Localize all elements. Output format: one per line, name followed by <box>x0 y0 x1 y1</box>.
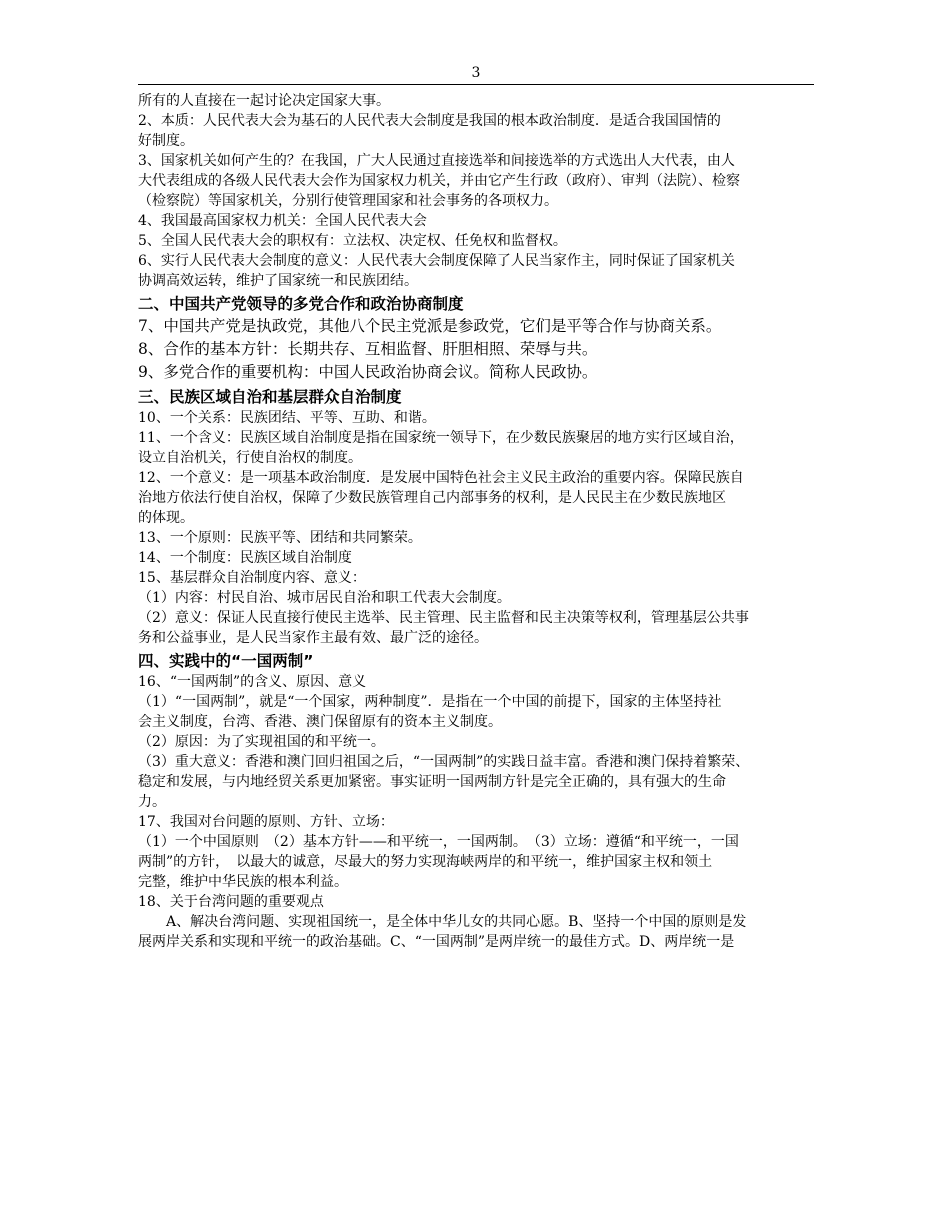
paragraph-line: 好制度。 <box>138 133 194 149</box>
paragraph-line: 完整，维护中华民族的根本利益。 <box>138 874 348 890</box>
paragraph-line: 会主义制度，台湾、香港、澳门保留原有的资本主义制度。 <box>138 714 502 730</box>
document-body <box>138 91 814 952</box>
section-heading: 三、民族区域自治和基层群众自治制度 <box>138 388 402 406</box>
paragraph-line: 16、“一国两制”的含义、原因、意义 <box>138 674 367 690</box>
paragraph-line: 9、多党合作的重要机构：中国人民政治协商会议。简称人民政协。 <box>138 363 598 381</box>
paragraph-line: A、解决台湾问题、实现祖国统一，是全体中华儿女的共同心愿。B、坚持一个中国的原则是发 <box>166 914 747 930</box>
page-number: 3 <box>471 65 481 81</box>
paragraph-line: 展两岸关系和实现和平统一的政治基础。C、“一国两制”是两岸统一的最佳方式。D、两岸统一是 <box>138 934 735 950</box>
header-rule <box>138 84 814 85</box>
paragraph-line: 14、一个制度：民族区域自治制度 <box>138 550 352 566</box>
paragraph-line: 13、一个原则：民族平等、团结和共同繁荣。 <box>138 530 422 546</box>
paragraph-line: （1）“一国两制”，就是“一个国家，两种制度”．是指在一个中国的前提下，国家的主体坚持社 <box>138 694 722 710</box>
paragraph-line: （1）内容：村民自治、城市居民自治和职工代表大会制度。 <box>138 590 511 606</box>
paragraph-line: 4、我国最高国家权力机关：全国人民代表大会 <box>138 213 427 229</box>
section-heading: 四、实践中的“一国两制” <box>138 652 314 670</box>
paragraph-line: 务和公益事业，是人民当家作主最有效、最广泛的途径。 <box>138 630 488 646</box>
paragraph-line: 10、一个关系：民族团结、平等、互助、和谐。 <box>138 410 436 426</box>
paragraph-line: （1）一个中国原则 （2）基本方针——和平统一，一国两制。 （3）立场：遵循“和平统一，一国 <box>138 834 739 850</box>
paragraph-line: （2）意义：保证人民直接行使民主选举、民主管理、民主监督和民主决策等权利，管理基层公共事 <box>138 610 749 626</box>
paragraph-line: 12、一个意义：是一项基本政治制度．是发展中国特色社会主义民主政治的重要内容。保障民族自 <box>138 470 744 486</box>
paragraph-line: 7、中国共产党是执政党，其他八个民主党派是参政党，它们是平等合作与协商关系。 <box>138 317 722 335</box>
paragraph-line: 3、国家机关如何产生的？在我国，广大人民通过直接选举和间接选举的方式选出人大代表，由人 <box>138 153 735 169</box>
paragraph-line: 11、一个含义：民族区域自治制度是指在国家统一领导下，在少数民族聚居的地方实行区域自治， <box>138 430 744 446</box>
paragraph-line: 所有的人直接在一起讨论决定国家大事。 <box>138 93 390 109</box>
paragraph-line: 力。 <box>138 794 166 810</box>
paragraph-line: 大代表组成的各级人民代表大会作为国家权力机关，并由它产生行政（政府）、审判（法院）、检察 <box>138 173 740 189</box>
paragraph-line: 15、基层群众自治制度内容、意义： <box>138 570 366 586</box>
paragraph-line: 5、全国人民代表大会的职权有：立法权、决定权、任免权和监督权。 <box>138 233 567 249</box>
paragraph-line: （3）重大意义：香港和澳门回归祖国之后，“一国两制”的实践日益丰富。香港和澳门保持着繁荣、 <box>138 754 750 770</box>
paragraph-line: 协调高效运转，维护了国家统一和民族团结。 <box>138 273 418 289</box>
paragraph-line: 两制”的方针， 以最大的诚意，尽最大的努力实现海峡两岸的和平统一，维护国家主权和领土 <box>138 854 713 870</box>
paragraph-line: （检察院）等国家机关，分别行使管理国家和社会事务的各项权力。 <box>138 193 558 209</box>
paragraph-line: 17、我国对台问题的原则、方针、立场： <box>138 814 394 830</box>
paragraph-line: 8、合作的基本方针：长期共存、互相监督、肝胆相照、荣辱与共。 <box>138 340 598 358</box>
paragraph-line: 设立自治机关，行使自治权的制度。 <box>138 450 362 466</box>
section-heading: 二、中国共产党领导的多党合作和政治协商制度 <box>138 295 464 313</box>
paragraph-line: 稳定和发展，与内地经贸关系更加紧密。事实证明一国两制方针是完全正确的，具有强大的生命 <box>138 774 726 790</box>
paragraph-line: 2、本质：人民代表大会为基石的人民代表大会制度是我国的根本政治制度．是适合我国国情的 <box>138 113 721 129</box>
paragraph-line: 的体现。 <box>138 510 194 526</box>
paragraph-line: 6、实行人民代表大会制度的意义：人民代表大会制度保障了人民当家作主，同时保证了国家机关 <box>138 253 735 269</box>
paragraph-line: 治地方依法行使自治权，保障了少数民族管理自己内部事务的权利，是人民民主在少数民族地区 <box>138 490 726 506</box>
document-page <box>138 64 814 952</box>
paragraph-line: （2）原因：为了实现祖国的和平统一。 <box>138 734 385 750</box>
paragraph-line: 18、关于台湾问题的重要观点 <box>138 894 324 910</box>
